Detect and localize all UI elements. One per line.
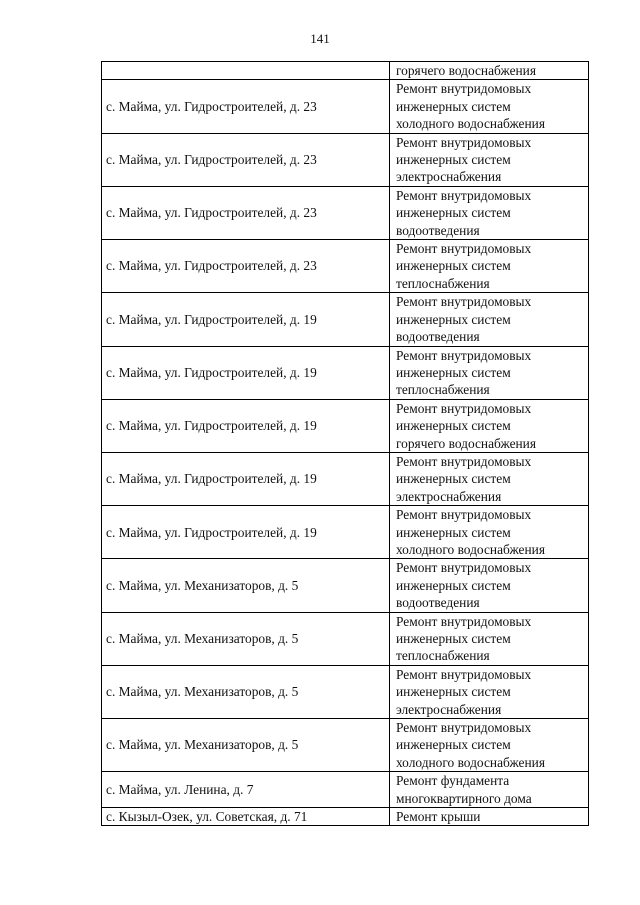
table-row xyxy=(102,665,589,718)
work-cell xyxy=(390,186,589,239)
table-row xyxy=(102,559,589,612)
work-line: горячего водоснабжения xyxy=(396,63,537,78)
work-cell xyxy=(390,293,589,346)
work-line: Ремонт внутридомовых xyxy=(396,720,532,736)
address-cell: с. Майма, ул. Гидростроителей, д. 23 xyxy=(102,240,390,293)
work-line: электроснабжения xyxy=(396,169,502,185)
table-row xyxy=(102,612,589,665)
table-row xyxy=(102,772,589,808)
work-line: горячего водоснабжения xyxy=(396,435,537,451)
address-cell: с. Майма, ул. Механизаторов, д. 5 xyxy=(102,612,390,665)
work-line: Ремонт внутридомовых xyxy=(396,134,532,150)
work-line: инженерных систем xyxy=(396,258,511,274)
address-cell: с. Майма, ул. Гидростроителей, д. 19 xyxy=(102,452,390,505)
work-line: инженерных систем xyxy=(396,631,511,646)
work-line: Ремонт фундамента xyxy=(396,773,510,789)
work-line: инженерных систем xyxy=(396,684,511,700)
work-line: Ремонт внутридомовых xyxy=(396,294,532,310)
work-line: инженерных систем xyxy=(396,737,511,753)
work-line: электроснабжения xyxy=(396,701,502,717)
work-line: Ремонт внутридомовых xyxy=(396,453,532,469)
page-number: 141 xyxy=(310,31,330,46)
work-cell xyxy=(390,665,589,718)
table-row xyxy=(102,399,589,452)
work-line: холодного водоснабжения xyxy=(396,754,545,770)
address-cell: с. Майма, ул. Ленина, д. 7 xyxy=(102,772,390,808)
work-line: Ремонт внутридомовых xyxy=(396,347,532,363)
address-cell xyxy=(102,62,390,80)
table-row xyxy=(102,719,589,772)
address-cell: с. Майма, ул. Гидростроителей, д. 19 xyxy=(102,346,390,399)
work-line: инженерных систем xyxy=(396,577,511,593)
work-line: инженерных систем xyxy=(396,524,511,540)
work-cell xyxy=(390,506,589,559)
work-line: Ремонт внутридомовых xyxy=(396,560,532,576)
address-cell: с. Майма, ул. Гидростроителей, д. 23 xyxy=(102,186,390,239)
work-cell xyxy=(390,772,589,808)
work-cell xyxy=(390,719,589,772)
work-line: инженерных систем xyxy=(396,205,511,221)
work-cell xyxy=(390,133,589,186)
work-line: Ремонт внутридомовых xyxy=(396,241,532,257)
address-cell: с. Майма, ул. Гидростроителей, д. 23 xyxy=(102,80,390,133)
address-cell: с. Кызыл-Озек, ул. Советская, д. 71 xyxy=(102,808,390,826)
address-cell: с. Майма, ул. Гидростроителей, д. 19 xyxy=(102,293,390,346)
work-cell xyxy=(390,612,589,665)
work-line: Ремонт внутридомовых xyxy=(396,81,532,97)
work-line: инженерных систем xyxy=(396,364,511,380)
work-line: теплоснабжения xyxy=(396,382,490,398)
work-line: холодного водоснабжения xyxy=(396,116,545,132)
work-line: водоотведения xyxy=(396,595,480,611)
address-cell: с. Майма, ул. Механизаторов, д. 5 xyxy=(102,719,390,772)
work-line: Ремонт внутридомовых xyxy=(396,666,532,682)
work-line: теплоснабжения xyxy=(396,648,490,664)
work-line: инженерных систем xyxy=(396,311,511,327)
work-cell xyxy=(390,399,589,452)
address-cell: с. Майма, ул. Механизаторов, д. 5 xyxy=(102,665,390,718)
work-line: Ремонт внутридомовых xyxy=(396,613,532,629)
work-line: инженерных систем xyxy=(396,418,511,434)
repair-works-table xyxy=(101,61,589,826)
work-line: Ремонт внутридомовых xyxy=(396,400,532,416)
table-row-continuation xyxy=(102,62,589,80)
work-cell xyxy=(390,346,589,399)
address-cell: с. Майма, ул. Механизаторов, д. 5 xyxy=(102,559,390,612)
work-line: Ремонт крыши xyxy=(396,809,481,825)
work-line: Ремонт внутридомовых xyxy=(396,187,532,203)
work-line: водоотведения xyxy=(396,222,480,238)
address-cell: с. Майма, ул. Гидростроителей, д. 19 xyxy=(102,506,390,559)
table-row xyxy=(102,346,589,399)
work-cell xyxy=(390,80,589,133)
table-row xyxy=(102,452,589,505)
work-line: инженерных систем xyxy=(396,152,511,168)
work-line: многоквартирного дома xyxy=(396,790,532,806)
table-row xyxy=(102,808,589,826)
table-row xyxy=(102,133,589,186)
work-line: водоотведения xyxy=(396,329,480,345)
work-line: Ремонт внутридомовых xyxy=(396,507,532,523)
work-line: инженерных систем xyxy=(396,471,511,487)
work-cell xyxy=(390,452,589,505)
table-row xyxy=(102,80,589,133)
work-line: холодного водоснабжения xyxy=(396,541,545,557)
work-cell xyxy=(390,559,589,612)
address-cell: с. Майма, ул. Гидростроителей, д. 19 xyxy=(102,399,390,452)
work-cell xyxy=(390,808,589,826)
table-body xyxy=(102,62,589,826)
work-line: инженерных систем xyxy=(396,98,511,114)
table-row xyxy=(102,240,589,293)
table-row xyxy=(102,506,589,559)
work-cell xyxy=(390,62,589,80)
table-row xyxy=(102,293,589,346)
address-cell: с. Майма, ул. Гидростроителей, д. 23 xyxy=(102,133,390,186)
work-line: электроснабжения xyxy=(396,488,502,504)
table-row xyxy=(102,186,589,239)
work-line: теплоснабжения xyxy=(396,275,490,291)
work-cell xyxy=(390,240,589,293)
